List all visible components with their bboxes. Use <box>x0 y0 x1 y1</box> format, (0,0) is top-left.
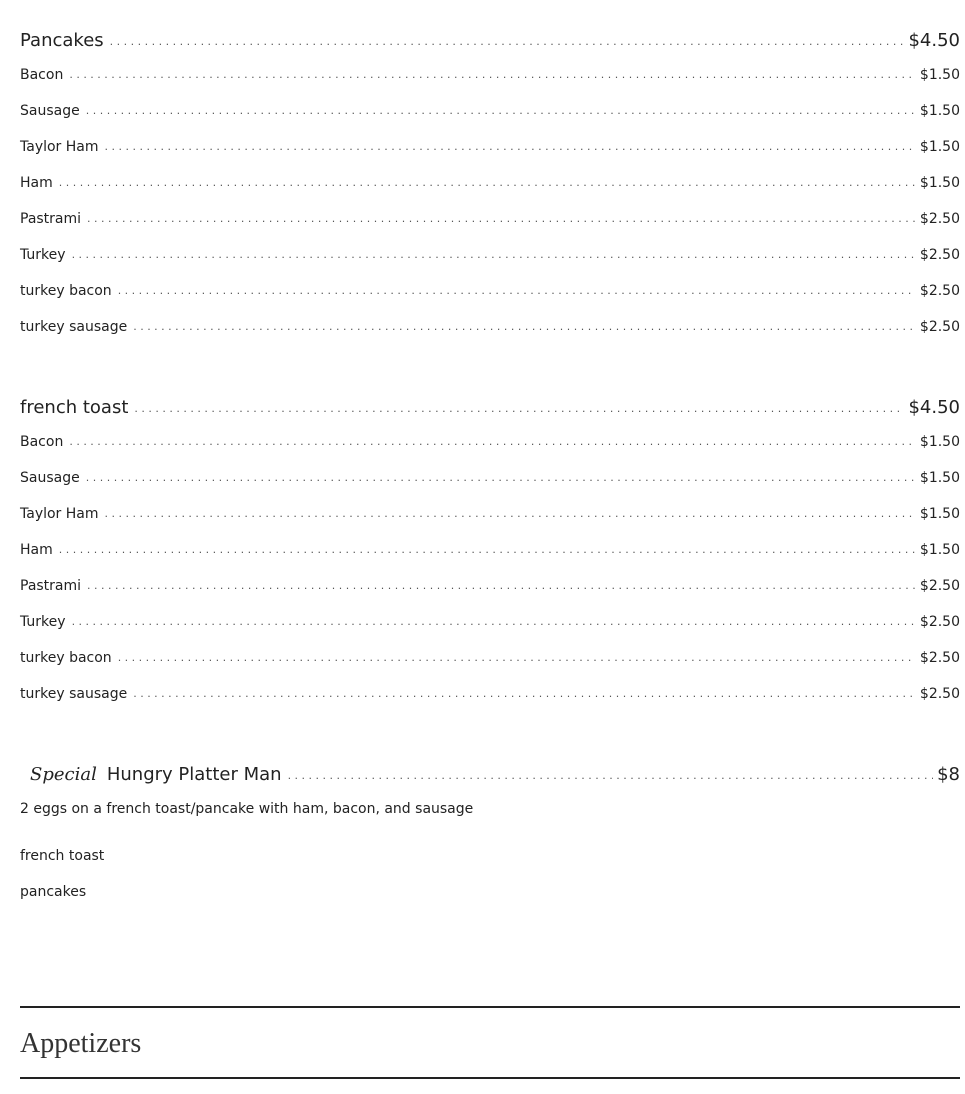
special-item-name: Hungry Platter Man <box>106 764 282 785</box>
menu-item-name: Pancakes <box>20 30 104 51</box>
special-tag: Special <box>30 764 97 785</box>
addon-name: Sausage <box>20 470 80 486</box>
addon-row <box>20 65 960 101</box>
special-item-row <box>20 735 960 799</box>
addon-price: $1.50 <box>919 470 960 486</box>
addon-row <box>20 468 960 504</box>
addon-name: Sausage <box>20 103 80 119</box>
addon-price: $1.50 <box>919 434 960 450</box>
dot-leader <box>288 764 934 788</box>
addon-row <box>20 432 960 468</box>
dot-leader <box>86 101 916 121</box>
addon-name: Turkey <box>20 247 66 263</box>
dot-leader <box>87 209 916 229</box>
dot-leader <box>72 612 916 632</box>
addon-name: Pastrami <box>20 211 82 227</box>
addon-row <box>20 317 960 353</box>
addon-name: Bacon <box>20 67 64 83</box>
addon-price: $1.50 <box>919 175 960 191</box>
dot-leader <box>59 540 916 560</box>
addon-row <box>20 648 960 684</box>
addon-name: Ham <box>20 542 53 558</box>
addon-price: $2.50 <box>919 686 960 702</box>
addon-price: $2.50 <box>919 211 960 227</box>
addon-price: $2.50 <box>919 319 960 335</box>
addon-name: Bacon <box>20 434 64 450</box>
dot-leader <box>105 137 916 157</box>
menu-group-french-toast <box>20 367 960 720</box>
addon-price: $2.50 <box>919 247 960 263</box>
dot-leader <box>118 648 916 668</box>
menu-group-pancakes <box>20 0 960 353</box>
addon-name: Pastrami <box>20 578 82 594</box>
addon-row <box>20 281 960 317</box>
addon-row <box>20 684 960 720</box>
addon-name: turkey bacon <box>20 650 112 666</box>
dot-leader <box>133 684 916 704</box>
addon-price: $1.50 <box>919 506 960 522</box>
addon-row <box>20 245 960 281</box>
addon-row <box>20 137 960 173</box>
addon-row <box>20 576 960 612</box>
addon-name: turkey sausage <box>20 319 128 335</box>
special-item-price: $8 <box>937 764 960 785</box>
addon-price: $1.50 <box>919 139 960 155</box>
dot-leader <box>105 504 916 524</box>
menu-item-row <box>20 0 960 65</box>
dot-leader <box>69 432 916 452</box>
addon-row <box>20 209 960 245</box>
dot-leader <box>118 281 916 301</box>
dot-leader <box>134 397 904 421</box>
addon-price: $1.50 <box>919 67 960 83</box>
addon-price: $2.50 <box>919 614 960 630</box>
dot-leader <box>72 245 916 265</box>
addon-row <box>20 612 960 648</box>
section-title: Appetizers <box>20 1028 142 1059</box>
section-divider-top <box>20 1006 960 1008</box>
addon-price: $1.50 <box>919 103 960 119</box>
addon-price: $2.50 <box>919 283 960 299</box>
addon-price: $1.50 <box>919 542 960 558</box>
addon-row <box>20 173 960 209</box>
special-option: french toast <box>20 848 105 864</box>
special-description: 2 eggs on a french toast/pancake with ham, bacon, and sausage <box>20 801 474 817</box>
addon-name: Turkey <box>20 614 66 630</box>
addon-name: Ham <box>20 175 53 191</box>
dot-leader <box>87 576 916 596</box>
addon-name: turkey bacon <box>20 283 112 299</box>
dot-leader <box>59 173 916 193</box>
menu-item-name: french toast <box>20 397 129 418</box>
dot-leader <box>133 317 916 337</box>
dot-leader <box>86 468 916 488</box>
addon-row <box>20 101 960 137</box>
special-option: pancakes <box>20 884 87 900</box>
addon-price: $2.50 <box>919 578 960 594</box>
section-divider-bottom <box>20 1077 960 1079</box>
addon-price: $2.50 <box>919 650 960 666</box>
dot-leader <box>69 65 916 85</box>
menu-group-special <box>20 735 960 918</box>
dot-leader <box>110 30 905 54</box>
menu-item-price: $4.50 <box>908 397 960 418</box>
addon-row <box>20 540 960 576</box>
addon-name: Taylor Ham <box>20 139 99 155</box>
menu-item-row <box>20 367 960 432</box>
menu-item-price: $4.50 <box>908 30 960 51</box>
addon-name: Taylor Ham <box>20 506 99 522</box>
addon-row <box>20 504 960 540</box>
addon-name: turkey sausage <box>20 686 128 702</box>
